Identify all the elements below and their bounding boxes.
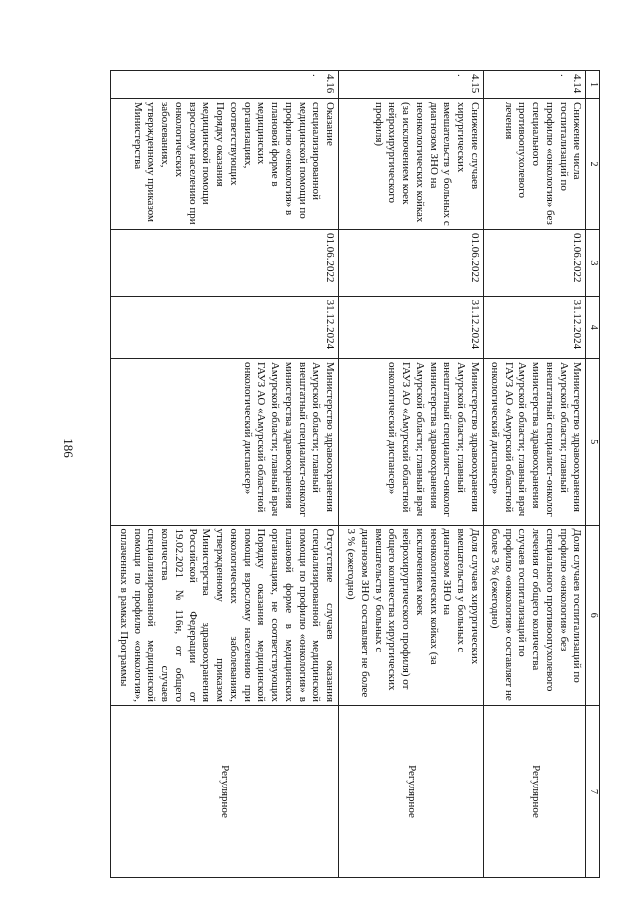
measure-cell: Снижение случаев хирургических вмешательств у больных с диагнозом ЗНО на неонкологических койках (за исключением коек нейрохирургического профиля) [339,98,484,229]
document-sheet [110,70,600,878]
responsible-cell: Министерство здравоохранения Амурской области; главный внештатный специалист-онколог министерства здравоохранения Амурской области; главный врач ГАУЗ АО «Амурский областной онкологический диспансер» [339,358,484,525]
measure-cell: Снижение числа госпитализаций по профилю «онкология» без специального противоопухолевого лечения [483,98,586,229]
page-number: 186 [60,438,76,458]
header-cell: 7 [586,706,600,878]
result-cell: Отсутствие случаев оказания специализированной медицинской помощи по профилю «онкология» в плановой форме в медицинских организациях, не соответствующих Порядку оказания медицинской помощи взрослому населению при онкологических заболеваниях, утвержденному приказом Министерства здравоохранения Российской Федерации от 19.02.2021 №116н, от общего количества случаев специализированной медицинской помощи по профилю «онкология», оплаченных в рамках Программы [111,525,339,706]
header-cell: 4 [586,296,600,358]
header-cell: 3 [586,230,600,297]
end-date-cell: 31.12.2024 [339,296,484,358]
table-header-row [586,71,600,878]
end-date-cell: 31.12.2024 [483,296,586,358]
header-cell: 2 [586,98,600,229]
frequency-cell: Регулярное [111,706,339,878]
start-date-cell: 01.06.2022 [483,230,586,297]
header-cell: 5 [586,358,600,525]
frequency-cell: Регулярное [339,706,484,878]
row-number: 4.16. [111,71,339,99]
row-number: 4.15. [339,71,484,99]
start-date-cell: 01.06.2022 [339,230,484,297]
table-row [111,71,339,878]
measures-table [110,70,600,878]
table-row [483,71,586,878]
responsible-cell: Министерство здравоохранения Амурской области; главный внештатный специалист-онколог министерства здравоохранения Амурской области; главный врач ГАУЗ АО «Амурский областной онкологический диспансер» [111,358,339,525]
row-number: 4.14. [483,71,586,99]
responsible-cell: Министерство здравоохранения Амурской области; главный внештатный специалист-онколог министерства здравоохранения Амурской области; главный врач ГАУЗ АО «Амурский областной онкологический диспансер» [483,358,586,525]
end-date-cell: 31.12.2024 [111,296,339,358]
start-date-cell: 01.06.2022 [111,230,339,297]
table-row [339,71,484,878]
header-cell: 1 [586,71,600,99]
result-cell: Доля случаев хирургических вмешательств у больных с диагнозом ЗНО на неонкологических койках (за исключением коек нейрохирургического профиля) от общего количества хирургических вмешательств у больных с диагнозом ЗНО составляет не более 3 % (ежегодно) [339,525,484,706]
result-cell: Доля случаев госпитализаций по профилю «онкология» без специального противоопухолевого лечения от общего количества случаев госпитализаций по профилю «онкология» составляет не более 3 % (ежегодно) [483,525,586,706]
header-cell: 6 [586,525,600,706]
measure-cell: Оказание специализированной медицинской помощи по профилю «онкология» в плановой форме в медицинских организациях, соответствующих Порядку оказания медицинской помощи взрослому населению при онкологических заболеваниях, утвержденному приказом Министерства [111,98,339,229]
frequency-cell: Регулярное [483,706,586,878]
